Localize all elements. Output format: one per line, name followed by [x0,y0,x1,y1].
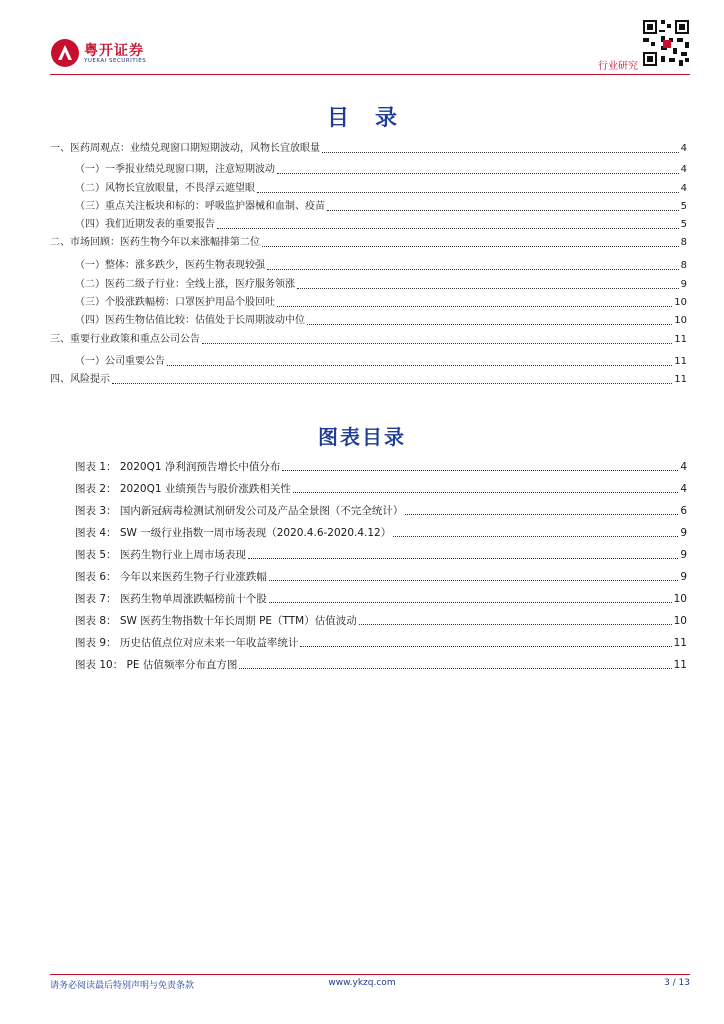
toc-entry[interactable]: 二、市场回顾：医药生物今年以来涨幅排第二位 8 [50,237,687,248]
toc-entry[interactable]: （四）医药生物估值比较：估值处于长周期波动中位 10 [75,315,687,326]
figure-entry[interactable]: 图表 3： 国内新冠病毒检测试剂研发公司及产品全景图（不完全统计） 6 [75,505,687,517]
figure-entry[interactable]: 图表 8： SW 医药生物指数十年长周期 PE（TTM）估值波动 10 [75,615,687,627]
page-header [0,0,724,80]
figure-entry[interactable]: 图表 10： PE 估值频率分布直方图 11 [75,659,687,671]
header-divider [50,74,690,75]
toc-entry[interactable]: （一）一季报业绩兑现窗口期，注意短期波动 4 [75,164,687,175]
footer-page-number: 3 / 13 [664,978,690,988]
toc-title: 目录 [326,106,423,131]
figure-entry[interactable]: 图表 6： 今年以来医药生物子行业涨跌幅 9 [75,571,687,583]
toc-entry[interactable]: 四、风险提示 11 [50,374,687,385]
toc-entry[interactable]: （一）整体：涨多跌少，医药生物表现较强 8 [75,260,687,271]
logo-text-en: YUEKAI SECURITIES [84,58,147,64]
figure-index-title: 图表目录 [318,425,406,449]
toc-entry[interactable]: （一）公司重要公告 11 [75,356,687,367]
toc-entry[interactable]: （三）重点关注板块和标的：呼吸监护器械和血制、疫苗 5 [75,201,687,212]
logo-text-cn: 粤开证券 [84,43,144,59]
footer-website[interactable]: www.ykzq.com [328,978,396,988]
toc-entry[interactable]: 一、医药周观点：业绩兑现窗口期短期波动，风物长宜放眼量 4 [50,143,687,154]
report-type-label: 行业研究 [598,61,638,72]
figure-entry[interactable]: 图表 1： 2020Q1 净利润预告增长中值分布 4 [75,461,687,473]
footer-divider [50,974,690,975]
toc-entry[interactable]: （二）医药二级子行业：全线上涨，医疗服务领涨 9 [75,279,687,290]
figure-entry[interactable]: 图表 5： 医药生物行业上周市场表现 9 [75,549,687,561]
toc-entry[interactable]: （二）风物长宜放眼量，不畏浮云遮望眼 4 [75,183,687,194]
yuekai-logo-icon [50,38,80,68]
figure-entry[interactable]: 图表 4： SW 一级行业指数一周市场表现（2020.4.6-2020.4.12） 9 [75,527,687,539]
footer-disclaimer[interactable]: 请务必阅读最后特别声明与免责条款 [50,981,195,991]
figure-entry[interactable]: 图表 9： 历史估值点位对应未来一年收益率统计 11 [75,637,687,649]
toc-entry[interactable]: 三、重要行业政策和重点公司公告 11 [50,334,687,345]
figure-entry[interactable]: 图表 2： 2020Q1 业绩预告与股价涨跌相关性 4 [75,483,687,495]
qr-code-icon [641,18,691,68]
figure-entry[interactable]: 图表 7： 医药生物单周涨跌幅榜前十个股 10 [75,593,687,605]
toc-entry[interactable]: （四）我们近期发表的重要报告 5 [75,219,687,230]
toc-entry[interactable]: （三）个股涨跌幅榜：口罩医护用品个股回吐 10 [75,297,687,308]
